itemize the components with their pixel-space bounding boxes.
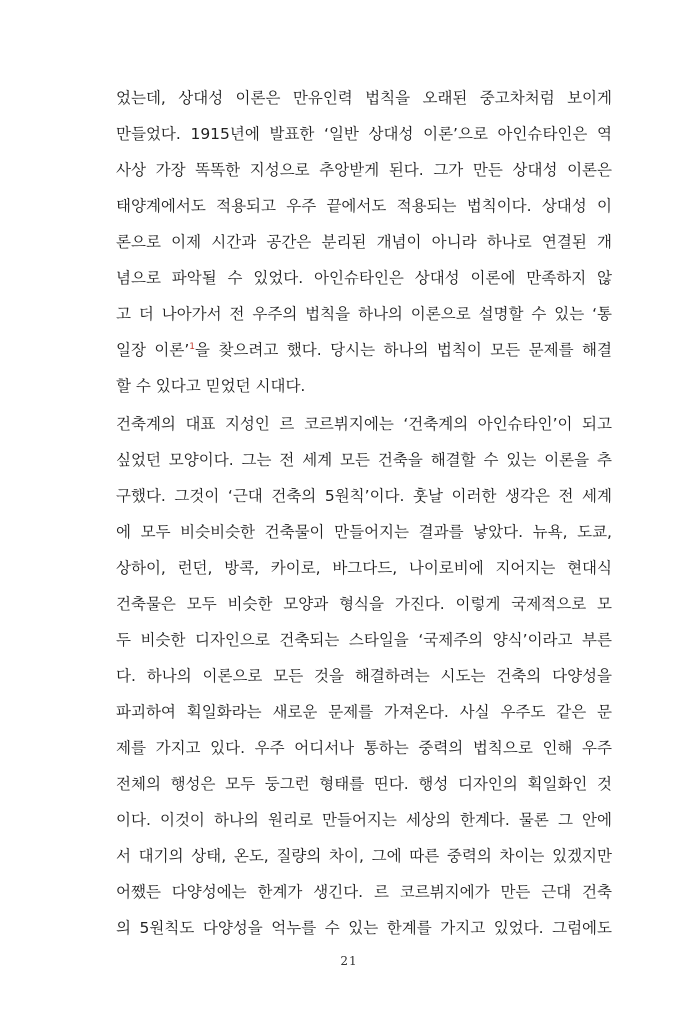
text-segment: 일장 이론’: [116, 341, 190, 359]
text-line: 두 비슷한 디자인으로 건축되는 스타일을 ‘국제주의 양식’이라고 부른: [116, 631, 612, 649]
text-line: 에 모두 비슷비슷한 건축물이 만들어지는 결과를 낳았다. 뉴욕, 도쿄,: [116, 523, 612, 541]
text-line: 건축계의 대표 지성인 르 코르뷔지에는 ‘건축계의 아인슈타인’이 되고: [116, 415, 612, 433]
text-line-with-footnote: [116, 332, 612, 368]
text-line: 건축물은 모두 비슷한 모양과 형식을 가진다. 이렇게 국제적으로 모: [116, 595, 612, 613]
footnote-marker[interactable]: 1: [189, 341, 196, 352]
text-line: 전체의 행성은 모두 둥그런 형태를 띤다. 행성 디자인의 획일화인 것: [116, 775, 612, 793]
text-line: 사상 가장 똑똑한 지성으로 추앙받게 된다. 그가 만든 상대성 이론은: [116, 161, 612, 179]
text-line: 구했다. 그것이 ‘근대 건축의 5원칙’이다. 훗날 이러한 생각은 전 세계: [116, 487, 612, 505]
text-segment: 을 찾으려고 했다. 당시는 하나의 법칙이 모든 문제를 해결: [195, 341, 612, 359]
page-number: 21: [340, 954, 358, 968]
text-line: 파괴하여 획일화라는 새로운 문제를 가져온다. 사실 우주도 같은 문: [116, 703, 612, 721]
text-line: 태양계에서도 적용되고 우주 끝에서도 적용되는 법칙이다. 상대성 이: [116, 197, 612, 215]
text-line: 서 대기의 상태, 온도, 질량의 차이, 그에 따른 중력의 차이는 있겠지만: [116, 847, 612, 865]
text-line: 고 더 나아가서 전 우주의 법칙을 하나의 이론으로 설명할 수 있는 ‘통: [116, 305, 612, 323]
text-line: 상하이, 런던, 방콕, 카이로, 바그다드, 나이로비에 지어지는 현대식: [116, 559, 612, 577]
text-line: 할 수 있다고 믿었던 시대다.: [116, 377, 306, 395]
text-line: 다. 하나의 이론으로 모든 것을 해결하려는 시도는 건축의 다양성을: [116, 667, 612, 685]
text-line: 이다. 이것이 하나의 원리로 만들어지는 세상의 한계다. 물론 그 안에: [116, 811, 612, 829]
text-line: 의 5원칙도 다양성을 억누를 수 있는 한계를 가지고 있었다. 그럼에도: [116, 919, 612, 937]
text-line: 만들었다. 1915년에 발표한 ‘일반 상대성 이론’으로 아인슈타인은 역: [116, 125, 612, 143]
text-line: 었는데, 상대성 이론은 만유인력 법칙을 오래된 중고차처럼 보이게: [116, 89, 612, 107]
text-line: 념으로 파악될 수 있었다. 아인슈타인은 상대성 이론에 만족하지 않: [116, 269, 612, 287]
text-line: 제를 가지고 있다. 우주 어디서나 통하는 중력의 법칙으로 인해 우주: [116, 739, 612, 757]
text-line: 어쨌든 다양성에는 한계가 생긴다. 르 코르뷔지에가 만든 근대 건축: [116, 883, 612, 901]
text-line: 론으로 이제 시간과 공간은 분리된 개념이 아니라 하나로 연결된 개: [116, 233, 612, 251]
text-line: 싶었던 모양이다. 그는 전 세계 모든 건축을 해결할 수 있는 이론을 추: [116, 451, 612, 469]
